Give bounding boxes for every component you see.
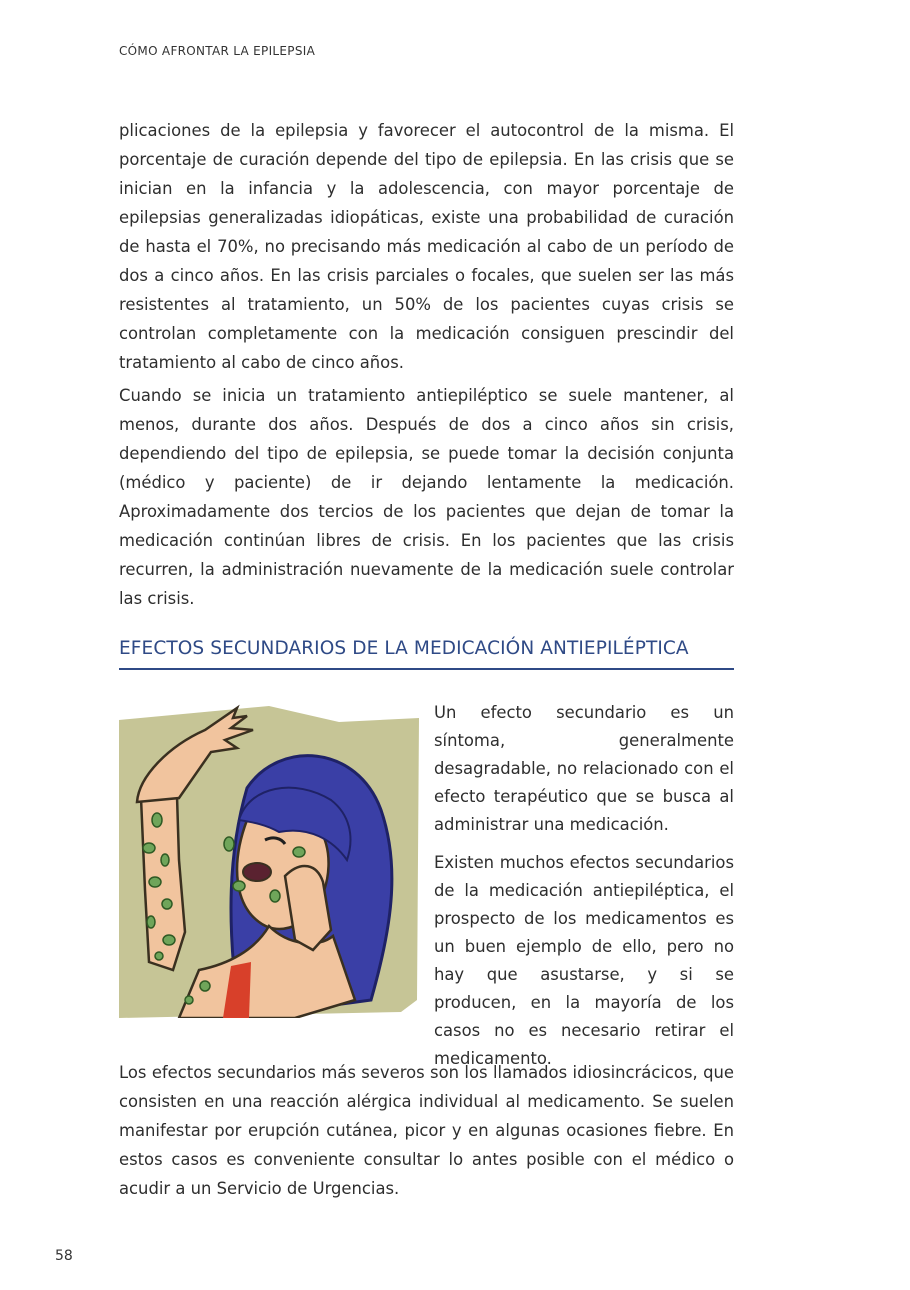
side-paragraph-2: Existen muchos efectos secundarios de la medicación antiepiléptica, el prospecto de los medicamentos es un buen ejemplo de ello, pero no hay que asustarse, y si se producen, en la mayoría de los casos no es necesario retirar el medicamento. — [434, 853, 734, 1068]
body-paragraph-1: plicaciones de la epilepsia y favorecer el autocontrol de la misma. El porcentaje de curación depende del tipo de epilepsia. En las crisis que se inician en la infancia y la adolescencia, con mayor porcentaje de epilepsias generalizadas idiopáticas, existe una probabilidad de curación de hasta el 70%, no precisando más medicación al cabo de un período de dos a cinco años. En las crisis parciales o focales, que suelen ser las más resistentes al tratamiento, un 50% de los pacientes cuyas crisis se controlan completamente con la medicación consiguen prescindir del tratamiento al cabo de cinco años. — [119, 121, 734, 372]
illustration-person-with-rash — [119, 700, 419, 1018]
body-paragraph-3: Los efectos secundarios más severos son los llamados idiosincrácicos, que consisten en una reacción alérgica individual al medicamento. Se suelen manifestar por erupción cutánea, picor y en algunas ocasiones fiebre. En estos casos es conveniente consultar lo antes posible con el médico o acudir a un Servicio de Urgencias. — [119, 1063, 734, 1198]
section-heading: EFECTOS SECUNDARIOS DE LA MEDICACIÓN ANTIEPILÉPTICA — [119, 638, 734, 670]
body-paragraph-2: Cuando se inicia un tratamiento antiepiléptico se suele mantener, al menos, durante dos años. Después de dos a cinco años sin crisis, dependiendo del tipo de epilepsia, se puede tomar la decisión conjunta (médico y paciente) de ir dejando lentamente la medicación. Aproximadamente dos tercios de los pacientes que dejan de tomar la medicación continúan libres de crisis. En los pacientes que las crisis recurren, la administración nuevamente de la medicación suele controlar las crisis. — [119, 386, 734, 608]
page-number: 58 — [55, 1248, 73, 1264]
rash-illustration-image — [119, 700, 419, 1018]
side-paragraph-1: Un efecto secundario es un síntoma, generalmente desagradable, no relacionado con el efecto terapéutico que se busca al administrar una medicación. — [434, 703, 734, 834]
running-header: CÓMO AFRONTAR LA EPILEPSIA — [119, 44, 316, 58]
